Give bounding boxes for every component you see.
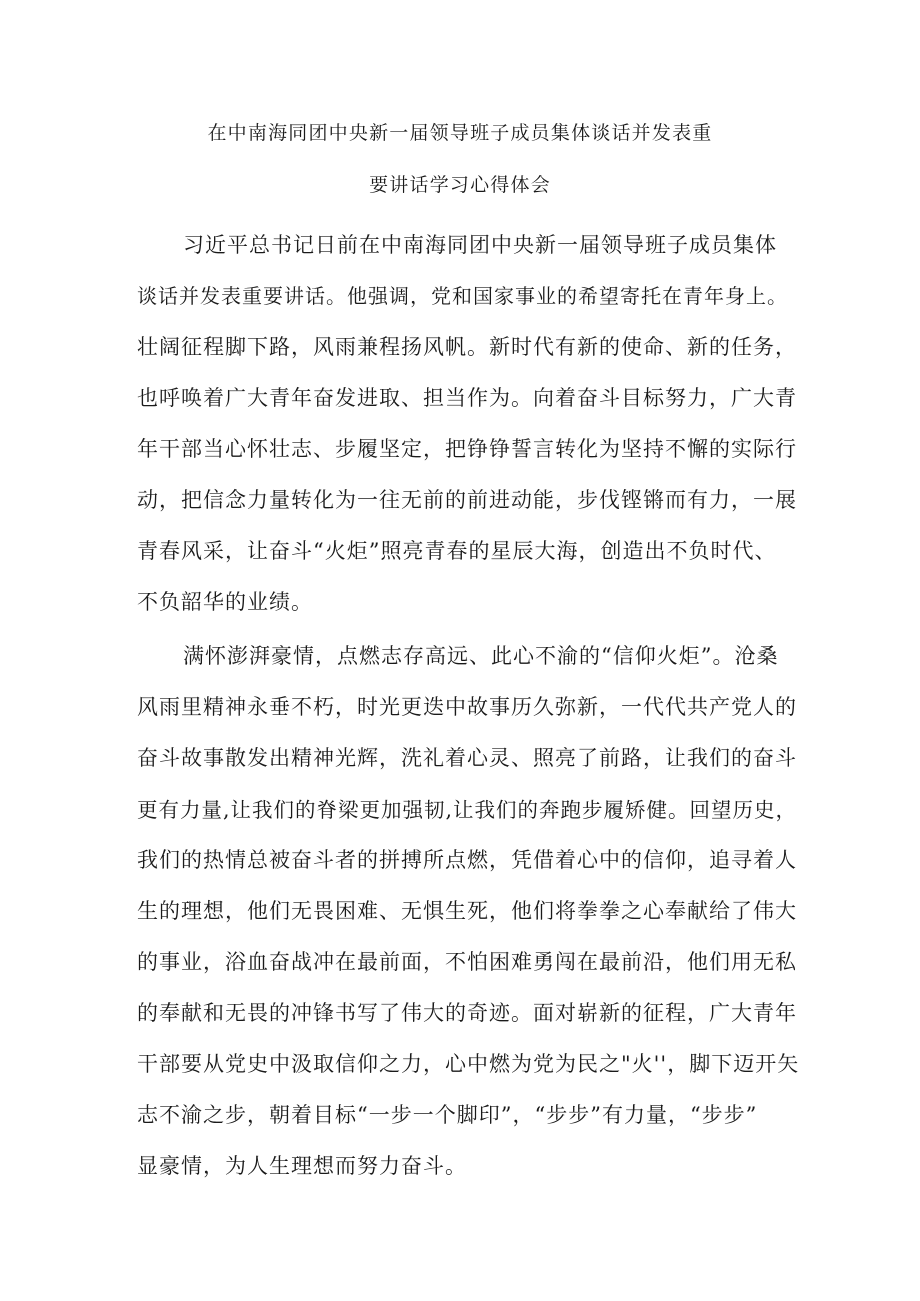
paragraph-2-line: 更有力量,让我们的脊梁更加强韧,让我们的奔跑步履矫健。回望历史， (137, 798, 798, 822)
paragraph-1-line: 壮阔征程脚下路，风雨兼程扬风帆。新时代有新的使命、新的任务， (137, 335, 797, 359)
paragraph-2-line: 满怀澎湃豪情，点燃志存高远、此心不渝的“信仰火炬”。沧桑 (183, 644, 779, 668)
paragraph-2-line: 的奉献和无畏的冲锋书写了伟大的奇迹。面对崭新的征程，广大青年 (137, 1001, 797, 1025)
paragraph-1-line: 也呼唤着广大青年奋发进取、担当作为。向着奋斗目标努力，广大青 (137, 386, 797, 410)
paragraph-1-line: 年干部当心怀壮志、步履坚定，把铮铮誓言转化为坚持不懈的实际行 (137, 437, 797, 461)
paragraph-2-line: 奋斗故事散发出精神光辉，洗礼着心灵、照亮了前路，让我们的奋斗 (137, 746, 797, 770)
paragraph-2-line: 我们的热情总被奋斗者的拼搏所点燃，凭借着心中的信仰，追寻着人 (137, 848, 797, 872)
paragraph-1-line: 习近平总书记日前在中南海同团中央新一届领导班子成员集体 (183, 233, 777, 257)
paragraph-2-line: 干部要从党史中汲取信仰之力，心中燃为党为民之"火''，脚下迈开矢 (137, 1052, 800, 1076)
paragraph-1-line: 谈话并发表重要讲话。他强调，党和国家事业的希望寄托在青年身上。 (137, 284, 788, 308)
paragraph-1-line: 青春风采，让奋斗“火炬”照亮青春的星辰大海，创造出不负时代、 (137, 539, 777, 563)
paragraph-2-line: 显豪情，为人生理想而努力奋斗。 (137, 1154, 467, 1178)
paragraph-1-line: 动，把信念力量转化为一往无前的前进动能，步伐铿锵而有力，一展 (137, 488, 797, 512)
paragraph-2-line: 志不渝之步，朝着目标“一步一个脚印”，“步步”有力量，“步步” (137, 1103, 758, 1127)
paragraph-2-line: 风雨里精神永垂不朽，时光更迭中故事历久弥新，一代代共产党人的 (137, 695, 797, 719)
paragraph-2-line: 生的理想，他们无畏困难、无惧生死，他们将拳拳之心奉献给了伟大 (137, 899, 797, 923)
paragraph-2-line: 的事业，浴血奋战冲在最前面，不怕困难勇闯在最前沿，他们用无私 (137, 950, 797, 974)
paragraph-1-line: 不负韶华的业绩。 (137, 590, 313, 614)
document-title-line-1: 在中南海同团中央新一届领导班子成员集体谈话并发表重 (207, 122, 713, 144)
document-title-line-2: 要讲话学习心得体会 (369, 174, 551, 196)
